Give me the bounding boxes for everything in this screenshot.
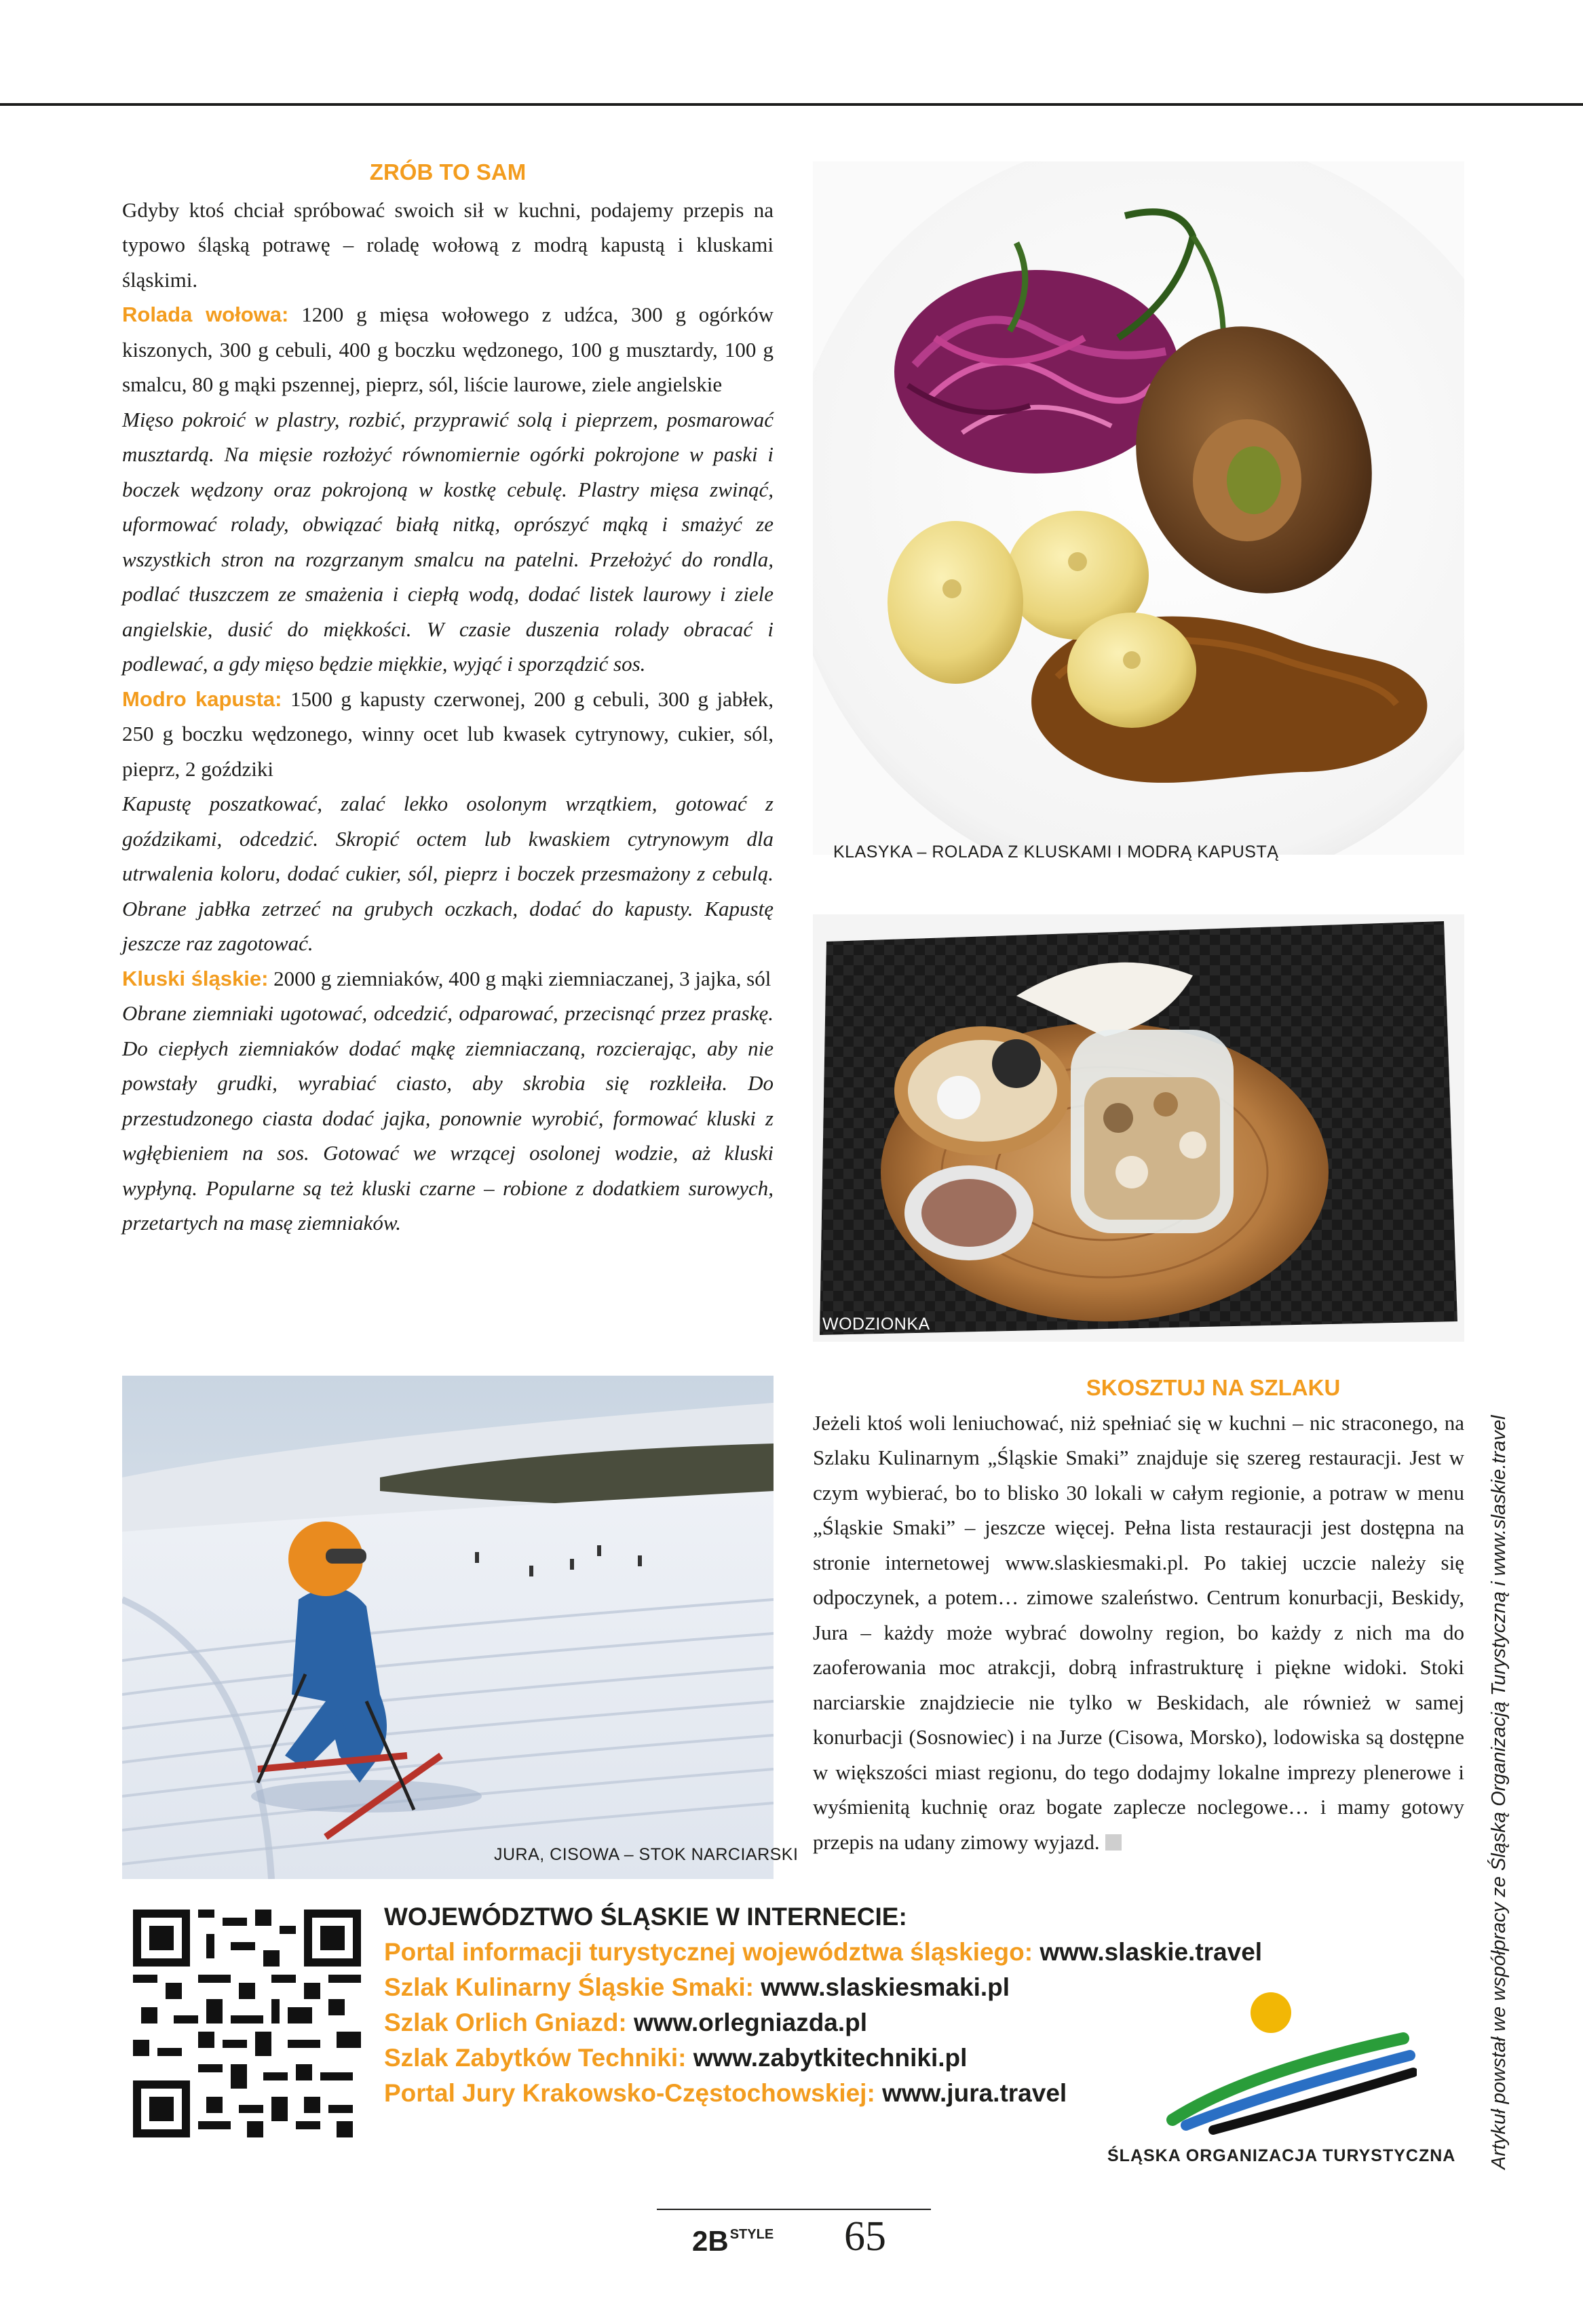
rolada-ingredients <box>122 297 774 402</box>
footer-rule <box>657 2209 931 2210</box>
link-label: Szlak Kulinarny Śląskie Smaki: <box>384 1973 754 2001</box>
link-label: Portal Jury Krakowsko-Częstochowskiej: <box>384 2079 875 2107</box>
link-label: Szlak Zabytków Techniki: <box>384 2044 687 2072</box>
trail-column <box>813 1370 1464 1859</box>
rolada-method: Mięso pokroić w plastry, rozbić, przyprawić solą i pieprzem, posmarować musztardą. Na mięsie rozłożyć równomiernie ogórki pokrojone w paski i boczek wędzony oraz pokrojoną w kostkę cebulę. Plastry mięsa zwinąć, uformować rolady, obwiązać białą nitką, oprószyć mąką i smażyć ze wszystkich stron na rozgrzanym smalcu na patelni. Przełożyć do rondla, podlać tłuszczem ze smażenia i ciepłą wodą, dodać listek laurowy i ziele angielskie, dusić do miękkości. W czasie duszenia rolady obracać i podlewać, a gdy mięso będzie miękkie, wyjąć i sporządzić sos. <box>122 407 774 676</box>
rolada-photo-caption: KLASYKA – ROLADA Z KLUSKAMI I MODRĄ KAPUSTĄ <box>833 843 1279 861</box>
magazine-brand <box>692 2225 774 2258</box>
ski-photo-caption: JURA, CISOWA – STOK NARCIARSKI <box>494 1845 799 1864</box>
kluski-method: Obrane ziemniaki ugotować, odcedzić, odparować, przecisnąć przez praskę. Do ciepłych ziemniaków dodać mąkę ziemniaczaną, rozcierając, aby nie powstały grudki, wyrabiać ciasto, aby skrobia się rozkleiła. Do przestudzonego ciasta dodać jajka, ponownie wyrobić, formować kluski z wgłębieniem na sos. Gotować we wrzącej osolonej wodzie, aż kluski wypłyną. Popularne są też kluski czarne – robione z dodatkiem surowych, przetartych na masę ziemniaków. <box>122 1001 774 1235</box>
vertical-credit: Artykuł powstał we współpracy ze Śląską Organizacją Turystyczną i www.slaskie.travel <box>1488 1415 1510 2169</box>
trail-body: Jeżeli ktoś woli leniuchować, niż spełniać się w kuchni – nic straconego, na Szlaku Kulinarnym „Śląskie Smaki” znajduje się szereg restauracji. Jest w czym wybierać, bo to blisko 30 lokali w całym regionie, a potraw w menu „Śląskie Smaki” – jeszcze więcej. Pełna lista restauracji jest dostępna na stronie internetowej www.slaskiesmaki.pl. Po takiej uczcie należy się odpoczynek, a potem… zimowe szaleństwo. Centrum konurbacji, Beskidy, Jura – każdy może wybrać dowolny region, bo każdy z nich ma do zaoferowania moc atrakcji, dobrą infrastrukturę i piękne widoki. Stoki narciarskie znajdziecie nie tylko w Beskidach, ale również w samej konurbacji (Sosnowiec) i na Jurze (Cisowa, Morsko), lodowiska są dostępne w większości miast regionu, do tego dodajmy lokalne imprezy plenerowe i wyśmienitą kuchnię oraz bogate zaplecze noclegowe… i mamy gotowy przepis na udany zimowy wyjazd. <box>813 1410 1464 1854</box>
page-number: 65 <box>844 2213 886 2260</box>
link-url-slaskiesmaki[interactable]: www.slaskiesmaki.pl <box>761 1973 1010 2001</box>
end-mark-icon <box>1105 1834 1122 1851</box>
link-label: Szlak Orlich Gniazd: <box>384 2009 627 2036</box>
trail-text <box>813 1406 1464 1860</box>
rolada-dish-photo <box>813 161 1464 855</box>
ski-slope-photo <box>122 1376 774 1879</box>
brand-superscript: STYLE <box>729 2227 774 2242</box>
qr-code-icon[interactable] <box>133 1910 361 2137</box>
top-rule <box>0 103 1583 106</box>
kapusta-ingredient-list: 1500 g kapusty czerwonej, 200 g cebuli, 300 g jabłek, 250 g boczku wędzonego, winny ocet lub kwasek cytrynowy, cukier, sól, pieprz, 2 goździki <box>122 686 774 781</box>
rolada-ingredient-list: 1200 g mięsa wołowego z udźca, 300 g ogórków kiszonych, 300 g cebuli, 400 g boczku wędzonego, 100 g musztardy, 100 g smalcu, 80 g mąki pszennej, pieprz, sól, liście laurowe, ziele angielskie <box>122 303 774 396</box>
kapusta-method: Kapustę poszatkować, zalać lekko osolonym wrzątkiem, gotować z goździkami, odcedzić. Skropić octem lub kwaskiem cytrynowym dla utrwalenia koloru, dodać cukier, sól, pieprz i boczek przesmażony z cebulą. Obrane jabłka zetrzeć na grubych oczkach, dodać do kapusty. Kapustę jeszcze raz zagotować. <box>122 792 774 955</box>
recipe-column <box>122 155 774 1241</box>
link-url-zabytkitechniki[interactable]: www.zabytkitechniki.pl <box>693 2044 968 2072</box>
rolada-dish-illustration <box>813 161 1464 855</box>
link-url-jura-travel[interactable]: www.jura.travel <box>882 2079 1067 2107</box>
link-row-slaskie <box>384 1935 1402 1970</box>
kapusta-ingredients <box>122 682 774 787</box>
recipe-intro: Gdyby ktoś chciał spróbować swoich sił w kuchni, podajemy przepis na typowo śląską potrawę – roladę wołową z modrą kapustą i kluskami śląskimi. <box>122 197 774 292</box>
brand-name: 2B <box>692 2225 729 2257</box>
kapusta-label: Modro kapusta: <box>122 686 282 711</box>
kluski-ingredient-list: 2000 g ziemniaków, 400 g mąki ziemniaczanej, 3 jajka, sól <box>268 966 771 990</box>
rolada-label: Rolada wołowa: <box>122 303 289 326</box>
links-heading: WOJEWÓDZTWO ŚLĄSKIE W INTERNECIE: <box>384 1903 907 1931</box>
slaska-organizacja-logo-icon <box>1166 1991 1417 2140</box>
kluski-label: Kluski śląskie: <box>122 966 269 990</box>
trail-title: SKOSZTUJ NA SZLAKU <box>1086 1375 1341 1400</box>
wodzionka-photo-caption: WODZIONKA <box>822 1315 930 1334</box>
recipe-title: ZRÓB TO SAM <box>369 159 527 185</box>
link-url-orlegniazda[interactable]: www.orlegniazda.pl <box>634 2009 868 2036</box>
link-label: Portal informacji turystycznej województwa śląskiego: <box>384 1938 1033 1966</box>
wodzionka-illustration <box>813 914 1464 1342</box>
link-url-slaskie-travel[interactable]: www.slaskie.travel <box>1040 1938 1263 1966</box>
logo-graphic <box>1166 1991 1417 2140</box>
kluski-ingredients <box>122 961 774 996</box>
qr-code-graphic <box>133 1910 361 2137</box>
ski-slope-illustration <box>122 1376 774 1879</box>
wodzionka-photo <box>813 914 1464 1342</box>
logo-caption: ŚLĄSKA ORGANIZACJA TURYSTYCZNA <box>1107 2146 1456 2165</box>
